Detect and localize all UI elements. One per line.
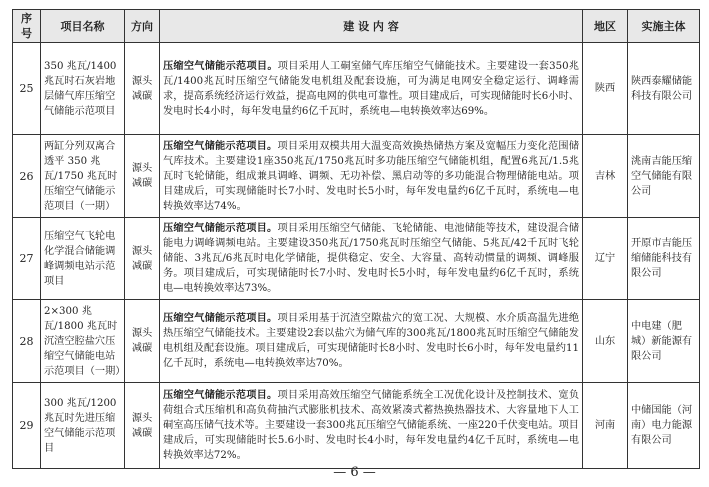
table-row <box>13 300 700 383</box>
header-entity: 实施主体 <box>628 10 700 43</box>
row-entity: 陕西泰耀储能科技有限公司 <box>628 43 700 135</box>
row-content-body: 项目采用基于沉渣空隙盐穴的宽工况、大规模、水介质高温先进绝热压缩空气储能技术。主要建设2套以盐穴为储气库的300兆瓦/1800兆瓦时压缩空气储能发电机组及配套设施。项目建成后，可实现储能时长8小时、发电时长6小时，每年发电量约11亿千瓦时，系统电—电转换效率达70%。 <box>163 313 580 369</box>
project-table <box>12 9 700 469</box>
row-region: 吉林 <box>583 135 628 218</box>
row-direction: 源头减碳 <box>125 383 160 469</box>
row-content-title: 压缩空气储能示范项目。 <box>163 139 278 152</box>
row-direction: 源头减碳 <box>125 300 160 383</box>
row-content-title: 压缩空气储能示范项目。 <box>163 389 278 401</box>
row-content-title: 压缩空气储能示范项目。 <box>163 312 278 324</box>
row-direction: 源头减碳 <box>125 43 160 135</box>
row-content-body: 项目采用人工硐室储气库压缩空气储能技术。主要建设一套350兆瓦/1400兆瓦时压缩空气储能发电机组及配套设施，可为满足电网安全稳定运行、调峰需求，提高系统经济运行效益，提高电网的供电可靠性。项目建成后，可实现储能时长6小时、发电时长4小时，每年发电量约6亿千瓦时，系统电—电转换效率达69%。 <box>163 60 579 117</box>
header-direction: 方向 <box>125 10 160 43</box>
row-content <box>160 135 583 218</box>
table-row <box>13 135 700 218</box>
row-index: 27 <box>13 218 41 300</box>
row-index: 29 <box>13 383 41 469</box>
row-region: 河南 <box>583 383 628 469</box>
header-index: 序号 <box>13 10 41 43</box>
row-entity: 洮南吉能压缩空气储能有限公司 <box>628 135 700 218</box>
row-content-title: 压缩空气储能示范项目。 <box>163 222 278 234</box>
row-project-name: 350 兆瓦/1400 兆瓦时石灰岩地层储气库压缩空气储能示范项目 <box>41 43 125 135</box>
row-content <box>160 218 583 300</box>
row-project-name: 两缸分列双离合透平 350 兆瓦/1750 兆瓦时压缩空气储能示范项目（一期） <box>41 135 125 218</box>
row-project-name: 压缩空气飞轮电化学混合储能调峰调频电站示范项目 <box>41 218 125 300</box>
row-content <box>160 43 583 135</box>
row-entity: 中储国能（河南）电力能源有限公司 <box>628 383 700 469</box>
row-content-body: 项目采用压缩空气储能、飞轮储能、电池储能等技术，建设混合储能电力调峰调频电站。主要建设350兆瓦/1750兆瓦时压缩空气储能、5兆瓦/42千瓦时飞轮储能、3兆瓦/6兆瓦时电化学储能，提供稳定、安全、大容量、高转动惯量的调频、调峰服务。项目建成后，可实现储能时长7小时、发电时长5小时，每年发电量约6亿千瓦时，系统电—电转换效率达73%。 <box>163 223 580 294</box>
row-direction: 源头减碳 <box>125 218 160 300</box>
header-project-name: 项目名称 <box>41 10 125 43</box>
table-header-row <box>13 10 700 43</box>
table-row <box>13 43 700 135</box>
row-project-name: 300 兆瓦/1200 兆瓦时先进压缩空气储能示范项目 <box>41 383 125 469</box>
row-content-body: 项目采用双模共用大温变高效换热储热方案及宽幅压力变化范围储气库技术。主要建设1座350兆瓦/1750兆瓦时多功能压缩空气储能机组，配置6兆瓦/1.5兆瓦时飞轮储能，组成兼具调峰、调频、无功补偿、黑启动等的多功能混合物理储能电站。项目建成后，可实现储能时长7小时、发电时长5小时，每年发电量约6亿千瓦时，系统电—电转换效率达74%。 <box>163 140 580 212</box>
row-content-title: 压缩空气储能示范项目。 <box>163 59 278 72</box>
row-project-name: 2×300 兆瓦/1800 兆瓦时沉渣空腔盐穴压缩空气储能电站示范项目（一期） <box>41 300 125 383</box>
header-region: 地区 <box>583 10 628 43</box>
row-region: 陕西 <box>583 43 628 135</box>
row-region: 辽宁 <box>583 218 628 300</box>
table-row <box>13 383 700 469</box>
row-index: 25 <box>13 43 41 135</box>
table-row <box>13 218 700 300</box>
row-index: 26 <box>13 135 41 218</box>
row-index: 28 <box>13 300 41 383</box>
row-content-body: 项目采用高效压缩空气储能系统全工况优化设计及控制技术、宽负荷组合式压缩机和高负荷抽汽式膨胀机技术、高效紧凑式蓄热换热器技术、大容量地下人工硐室高压储气技术等。主要建设一套300兆瓦压缩空气储能系统、一座220千伏变电站。项目建成后，可实现储能时长5.6小时、发电时长4小时，每年发电量约4亿千瓦时，系统电—电转换效率达72%。 <box>163 390 580 461</box>
row-entity: 开原市吉能压缩储能科技有限公司 <box>628 218 700 300</box>
row-region: 山东 <box>583 300 628 383</box>
row-entity: 中电建（肥城）新能源有限公司 <box>628 300 700 383</box>
row-direction: 源头减碳 <box>125 135 160 218</box>
page-number: — 6 — <box>333 465 376 480</box>
row-content <box>160 383 583 469</box>
header-content: 建 设 内 容 <box>160 10 583 43</box>
row-content <box>160 300 583 383</box>
